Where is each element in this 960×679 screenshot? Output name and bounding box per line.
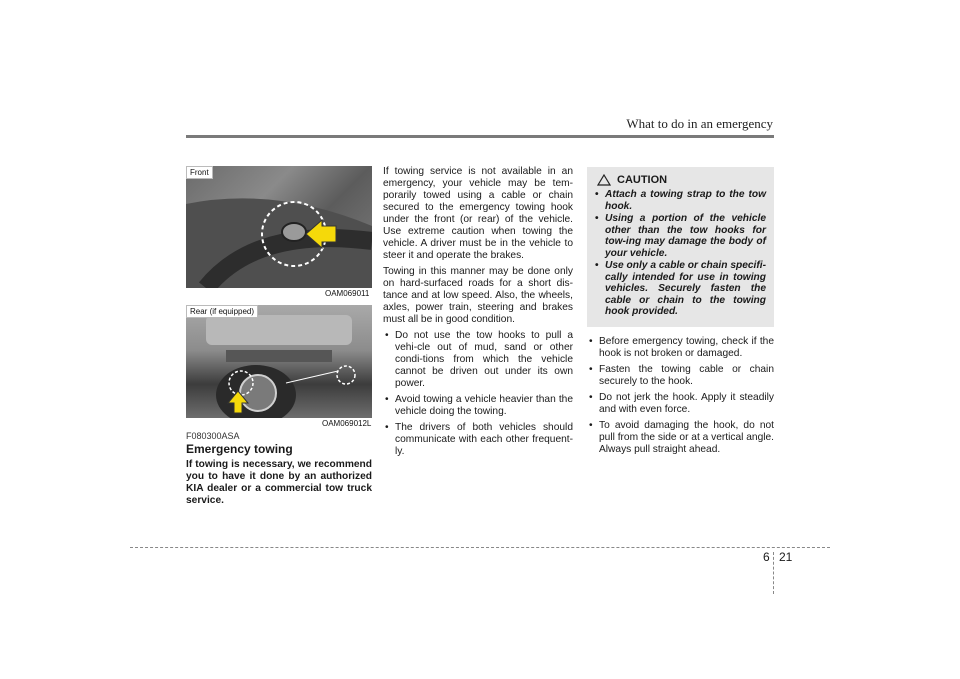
warning-triangle-icon xyxy=(597,174,611,186)
list-item: • Fasten the towing cable or chain securely to the hook. xyxy=(587,364,774,388)
page-header-title: What to do in an emergency xyxy=(626,116,773,131)
list-item: • Avoid towing a vehicle heavier than the vehicle doing the towing. xyxy=(383,394,573,418)
rear-bumper-illustration xyxy=(186,305,372,418)
list-item: • Before emergency towing, check if the hook is not broken or damaged. xyxy=(587,336,774,360)
section-code: F080300ASA xyxy=(186,431,240,441)
caution-box xyxy=(587,167,774,327)
page-number: 21 xyxy=(779,550,793,564)
list-item: • Attach a towing strap to the tow hook. xyxy=(595,189,766,212)
list-item: • Use only a cable or chain specifi-cally intended for use in towing vehicles. Securely fasten the cable or chain to the towing hook provided. xyxy=(595,260,766,318)
hook-bullet-list xyxy=(587,336,774,456)
header-rule xyxy=(186,135,774,138)
caution-list xyxy=(595,189,766,318)
towing-paragraph-2: Towing in this manner may be done only on hard-surfaced roads for a short dis-tance and at low speed. Also, the wheels, axles, power train, steering and brakes must all be in good condition. xyxy=(383,266,573,325)
list-item: • Do not use the tow hooks to pull a vehi-cle out of mud, sand or other condi-tions from which the vehicle cannot be driven out under its own power. xyxy=(383,330,573,390)
middle-column xyxy=(383,166,573,462)
list-item: • To avoid damaging the hook, do not pull from the side or at a vertical angle. Always pull straight ahead. xyxy=(587,420,774,456)
front-bumper-illustration xyxy=(186,166,372,288)
list-item: • Do not jerk the hook. Apply it steadily and with even force. xyxy=(587,392,774,416)
section-heading: Emergency towing xyxy=(186,442,293,456)
front-tow-hook-photo xyxy=(186,166,372,288)
section-intro: If towing is necessary, we recommend you to have it done by an authorized KIA dealer or a commercial tow truck service. xyxy=(186,459,372,506)
footer-rule xyxy=(130,547,830,548)
rear-photo-label: Rear (if equipped) xyxy=(186,305,258,318)
towing-paragraph-1: If towing service is not available in an emergency, your vehicle may be tem-porarily towed using a cable or chain secured to the emergency towing hook under the front (or rear) of the vehicle. Use extreme caution when towing the vehicle. A driver must be in the vehicle to steer it and operate the brakes. xyxy=(383,166,573,261)
front-photo-code: OAM069011 xyxy=(325,289,370,298)
page-number-divider xyxy=(773,552,774,594)
front-photo-label: Front xyxy=(186,166,213,179)
rear-photo-code: OAM069012L xyxy=(322,419,372,428)
list-item: • Using a portion of the vehicle other than the tow hooks for tow-ing may damage the body of your vehicle. xyxy=(595,213,766,259)
list-item: • The drivers of both vehicles should communicate with each other frequent-ly. xyxy=(383,422,573,458)
caution-title: CAUTION xyxy=(617,174,668,186)
chapter-number: 6 xyxy=(763,550,770,564)
rear-tow-hook-photo xyxy=(186,305,372,418)
right-column xyxy=(587,336,774,460)
towing-bullet-list xyxy=(383,330,573,458)
